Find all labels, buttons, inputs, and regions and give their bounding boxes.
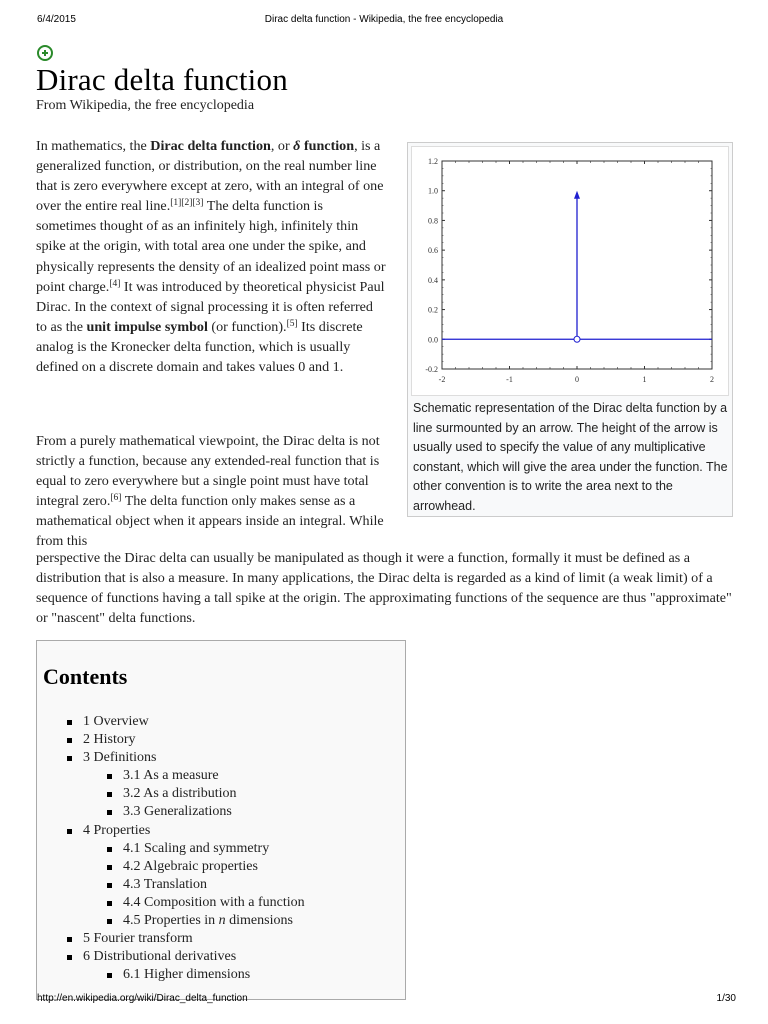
x-tick-label: 2 (710, 375, 714, 384)
y-tick-label: 0.8 (428, 216, 438, 226)
toc-item-distributional-derivatives[interactable] (65, 948, 305, 984)
term-dirac-delta-function: Dirac delta function (150, 138, 271, 154)
toc-item-label[interactable]: 3.1 As a measure (123, 768, 219, 784)
toc-subitem[interactable] (105, 840, 305, 858)
toc-item-overview[interactable] (65, 713, 305, 731)
toc-sublist (105, 840, 305, 930)
text: From a purely mathematical viewpoint, the Dirac delta is not strictly a function, because any extended-real function that is equal to zero everywhere but a single point must have total integral zero. (36, 433, 380, 510)
toc-item-variable[interactable]: n (218, 913, 226, 929)
toc-subitem[interactable] (105, 858, 305, 876)
toc-sublist (105, 767, 305, 821)
toc-item-label[interactable]: 4 Properties (83, 822, 151, 838)
print-url: http://en.wikipedia.org/wiki/Dirac_delta_function (37, 993, 248, 1004)
ref-link-4[interactable]: [4] (109, 278, 121, 289)
toc-subitem[interactable] (105, 912, 305, 930)
second-paragraph-bottom: perspective the Dirac delta can usually be manipulated as though it were a function, formally it must be defined as a distribution that is also a measure. In many applications, the Dirac delta is regarded as a kind of limit (a weak limit) of a sequence of functions having a tall spike at the origin. The approximating functions of the sequence are thus "approximate" or "nascent" delta functions. (36, 550, 732, 627)
table-of-contents (36, 640, 406, 1000)
y-tick-label: 0.6 (428, 246, 438, 256)
print-date: 6/4/2015 (37, 14, 76, 25)
x-tick-label: -2 (438, 375, 446, 384)
article-title: Dirac delta function (36, 62, 288, 97)
second-paragraph-top (36, 431, 386, 552)
text: (or function). (207, 318, 287, 335)
toc-item-history[interactable] (65, 731, 305, 749)
text: , is a generalized function, or distribution, on the real number line that is zero everywhere except at zero, with an integral of one over the entire real line. (36, 138, 384, 215)
toc-item-label[interactable]: 3.3 Generalizations (123, 804, 232, 820)
toc-sublist (105, 966, 305, 984)
ref-link-1[interactable]: [1] (170, 198, 182, 209)
figure-caption: Schematic representation of the Dirac delta function by a line surmounted by an arrow. The height of the arrow is usually used to specify the value of any multiplicative constant, which will give the area under the function. The other convention is to write the area next to the arrowhead. (413, 401, 728, 513)
y-tick-label: 0.0 (428, 335, 438, 345)
toc-subitem[interactable] (105, 894, 305, 912)
origin-open-dot (574, 336, 580, 342)
term-delta-symbol: δ (293, 138, 301, 154)
toc-item-label[interactable]: 4.3 Translation (123, 876, 208, 892)
y-tick-label: 0.4 (428, 275, 438, 285)
ref-link-2[interactable]: [2] (181, 198, 193, 209)
print-page-title: Dirac delta function - Wikipedia, the free encyclopedia (264, 14, 504, 25)
article-subtitle: From Wikipedia, the free encyclopedia (36, 98, 255, 113)
toc-item-properties[interactable] (65, 822, 305, 931)
print-page-number: 1/30 (716, 993, 736, 1004)
toc-item-label[interactable]: 1 Overview (83, 714, 149, 729)
y-tick-label: 1.0 (428, 186, 438, 196)
ref-link-3[interactable]: [3] (192, 198, 204, 209)
toc-item-fourier-transform[interactable] (65, 930, 305, 948)
toc-item-definitions[interactable] (65, 749, 305, 821)
term-function: function (303, 138, 355, 154)
toc-item-label[interactable]: 5 Fourier transform (83, 931, 193, 947)
y-tick-label: 1.2 (428, 157, 438, 166)
toc-subitem[interactable] (105, 966, 305, 984)
toc-subitem[interactable] (105, 803, 305, 821)
x-tick-label: -1 (506, 375, 513, 384)
intro-paragraph (36, 136, 386, 377)
toc-item-label[interactable]: 6.1 Higher dimensions (123, 967, 251, 983)
toc-item-label[interactable]: 3.2 As a distribution (123, 786, 237, 802)
toc-item-label-suffix[interactable]: dimensions (225, 913, 293, 929)
toc-item-label-prefix[interactable]: 4.5 Properties in (123, 913, 219, 929)
toc-item-label[interactable]: 2 History (83, 732, 136, 748)
plot-svg (412, 147, 728, 395)
toc-list (65, 713, 305, 984)
print-footer (0, 993, 768, 1009)
toc-item-label[interactable]: 4.1 Scaling and symmetry (123, 840, 270, 856)
term-unit-impulse-symbol: unit impulse symbol (86, 318, 208, 335)
text: The delta function is sometimes thought of as an infinitely high, infinitely thin spike at the origin, with total area one under the spike, and physically represents the density of an idealized point mass or point charge. (36, 198, 386, 295)
toc-item-label[interactable]: 4.2 Algebraic properties (123, 858, 258, 874)
ref-link-6[interactable]: [6] (110, 493, 122, 504)
toc-subitem[interactable] (105, 876, 305, 894)
text: It was introduced by theoretical physicist Paul Dirac. In the context of signal processing it is often referred to as the (36, 278, 385, 335)
x-tick-label: 1 (642, 375, 647, 384)
ref-link-5[interactable]: [5] (286, 318, 298, 329)
x-tick-label: 0 (575, 375, 579, 384)
print-header (0, 14, 768, 30)
text: Its discrete analog is the Kronecker delta function, which is usually defined on a discrete domain and takes values 0 and 1. (36, 318, 363, 376)
toc-item-label[interactable]: 6 Distributional derivatives (83, 949, 237, 965)
toc-item-label[interactable]: 4.4 Composition with a function (123, 894, 305, 910)
y-tick-label: -0.2 (425, 365, 438, 374)
toc-subitem[interactable] (105, 785, 305, 803)
text: , or (270, 138, 294, 154)
figure-thumbnail (407, 142, 733, 517)
y-tick-label: 0.2 (428, 305, 438, 315)
toc-subitem[interactable] (105, 767, 305, 785)
toc-heading: Contents (43, 664, 128, 689)
add-circle-icon[interactable] (37, 45, 53, 61)
text: In mathematics, the (36, 138, 151, 154)
dirac-delta-plot[interactable] (411, 146, 729, 396)
toc-item-label[interactable]: 3 Definitions (83, 750, 157, 766)
impulse-arrowhead (574, 191, 580, 199)
text: The delta function only makes sense as a mathematical object when it appears inside an integral. While from this (36, 493, 384, 550)
